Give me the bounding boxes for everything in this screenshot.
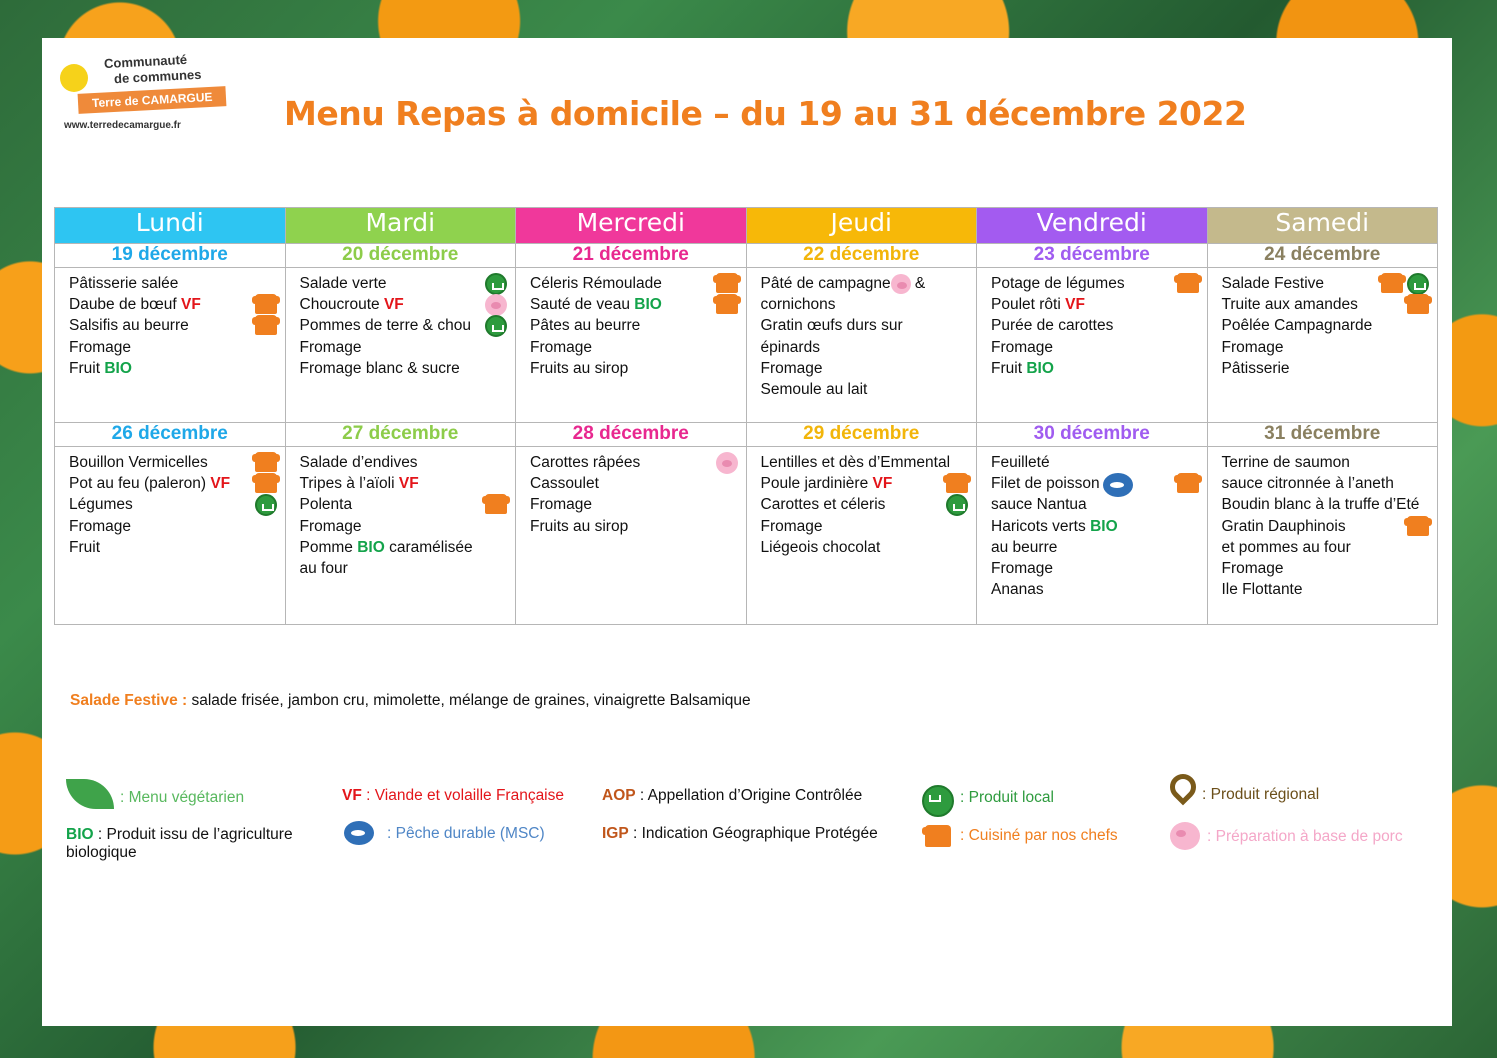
menu-item: Pâté de campagne &: [760, 275, 926, 292]
menu-item: Filet de poisson: [991, 473, 1201, 494]
menu-table: [54, 207, 1438, 625]
vf-label: VF: [872, 475, 893, 493]
chef-icon: [716, 294, 738, 314]
menu-item: Pot au feu (paleron) VF: [69, 473, 279, 494]
local-product-icon: [922, 785, 954, 817]
menu-cell: [55, 447, 286, 625]
menu-item: Truite aux amandes: [1222, 294, 1432, 315]
menu-item: Pâtes au beurre: [530, 317, 641, 335]
menu-cell: [746, 268, 977, 423]
logo-line2: de communes: [113, 66, 202, 87]
vf-label: VF: [210, 475, 231, 493]
menu-item: Légumes: [69, 494, 279, 515]
date-cell: 19 décembre: [55, 244, 286, 268]
note-text: salade frisée, jambon cru, mimolette, mélange de graines, vinaigrette Balsamique: [187, 692, 751, 709]
date-cell: 21 décembre: [516, 244, 747, 268]
date-cell: 23 décembre: [977, 244, 1208, 268]
menu-item: Purée de carottes: [991, 317, 1114, 335]
pork-icon: [485, 294, 507, 316]
menu-item: Fromage: [530, 338, 593, 356]
menu-cell: [1207, 447, 1438, 625]
menu-item: Fromage: [69, 517, 132, 535]
menu-cell: [55, 268, 286, 423]
menu-item: Salsifis au beurre: [69, 315, 279, 336]
bio-label: BIO: [634, 296, 662, 314]
chef-icon: [255, 452, 277, 472]
menu-item: Sauté de veau BIO: [530, 294, 740, 315]
local-product-icon: [485, 273, 507, 295]
logo-url: www.terredecamargue.fr: [64, 120, 181, 131]
legend-regional: : Produit régional: [1202, 786, 1320, 803]
chef-icon: [1381, 273, 1403, 293]
chef-icon: [255, 294, 277, 314]
menu-item: Pomme BIO caramélisée: [299, 538, 473, 556]
legend-msc: : Pêche durable (MSC): [387, 825, 545, 842]
menu-item: sauce Nantua: [991, 496, 1087, 514]
legend-pork: : Préparation à base de porc: [1207, 828, 1403, 845]
menu-cell: [285, 447, 516, 625]
menu-item: Gratin œufs durs sur: [760, 317, 903, 335]
menu-item: Poule jardinière VF: [761, 473, 971, 494]
menu-item: Feuilleté: [991, 454, 1050, 471]
chef-icon: [716, 273, 738, 293]
bio-label: BIO: [1026, 359, 1054, 377]
local-product-icon: [255, 494, 277, 516]
day-header-5: Samedi: [1207, 208, 1438, 244]
menu-item: Fromage blanc & sucre: [299, 359, 460, 377]
note-key: Salade Festive :: [70, 692, 188, 709]
menu-item: Tripes à l’aïoli VF: [299, 475, 419, 493]
menu-item: Terrine de saumon: [1221, 454, 1350, 471]
menu-item: Carottes râpées: [530, 452, 740, 473]
menu-item: Fromage: [1221, 560, 1284, 578]
leaf-icon: [66, 779, 114, 809]
menu-item: Fruits au sirop: [530, 517, 629, 535]
pork-icon: [716, 452, 738, 474]
chef-icon: [485, 494, 507, 514]
legend-aop: AOP : Appellation d’Origine Contrôlée: [602, 787, 863, 804]
sun-icon: [60, 64, 88, 92]
vf-label: VF: [1065, 296, 1085, 314]
vf-label: VF: [383, 296, 404, 314]
menu-item: Fromage: [1221, 338, 1284, 356]
menu-item: Salade d’endives: [299, 454, 418, 471]
menu-item: sauce citronnée à l’aneth: [1221, 475, 1394, 493]
menu-item: au four: [299, 560, 348, 578]
vf-label: VF: [398, 475, 419, 493]
legend-vege: : Menu végétarien: [120, 789, 245, 806]
menu-item: Poulet rôti VF: [991, 296, 1085, 314]
date-cell: 31 décembre: [1207, 423, 1438, 447]
vf-label: VF: [181, 296, 201, 314]
day-header-2: Mercredi: [516, 208, 747, 244]
date-cell: 29 décembre: [746, 423, 977, 447]
menu-cell: [516, 447, 747, 625]
bio-label: BIO: [1090, 517, 1118, 535]
msc-fish-icon: [344, 821, 374, 845]
menu-item: Salade Festive: [1222, 273, 1432, 294]
page-title: Menu Repas à domicile – du 19 au 31 décembre 2022: [284, 94, 1247, 133]
date-cell: 20 décembre: [285, 244, 516, 268]
chef-icon: [946, 473, 968, 493]
menu-item: Haricots verts BIO: [991, 517, 1118, 535]
date-cell: 24 décembre: [1207, 244, 1438, 268]
menu-item: Fromage: [760, 517, 823, 535]
menu-item: Céleris Rémoulade: [530, 273, 740, 294]
menu-item: Fromage: [991, 560, 1054, 578]
menu-item: et pommes au four: [1221, 538, 1351, 556]
menu-item: épinards: [760, 338, 820, 356]
menu-item: Fruit BIO: [991, 359, 1054, 377]
chef-icon: [1407, 294, 1429, 314]
menu-cell: [1207, 268, 1438, 423]
menu-cell: [285, 268, 516, 423]
menu-cell: [977, 447, 1208, 625]
menu-item: Fromage: [760, 359, 823, 377]
legend-bio: BIO : Produit issu de l’agriculture: [66, 826, 293, 843]
menu-item: Ananas: [991, 581, 1044, 599]
pork-icon: [891, 274, 911, 294]
menu-item: Choucroute VF: [300, 294, 510, 315]
local-product-icon: [485, 315, 507, 337]
menu-item: Daube de bœuf VF: [69, 294, 279, 315]
menu-item: Gratin Dauphinois: [1222, 516, 1432, 537]
legend-chef: : Cuisiné par nos chefs: [960, 827, 1118, 844]
salade-festive-note: [70, 692, 751, 710]
chef-icon: [255, 473, 277, 493]
menu-item: Polenta: [300, 494, 510, 515]
legend-igp: IGP : Indication Géographique Protégée: [602, 825, 878, 842]
menu-item: Fruits au sirop: [530, 359, 629, 377]
menu-item: Salade verte: [300, 273, 510, 294]
menu-item: Bouillon Vermicelles: [69, 452, 279, 473]
local-product-icon: [1407, 273, 1429, 295]
menu-item: Fromage: [991, 338, 1054, 356]
menu-item: Cassoulet: [530, 475, 599, 493]
menu-item: Ile Flottante: [1221, 581, 1303, 599]
menu-item: Fromage: [299, 338, 362, 356]
day-header-4: Vendredi: [977, 208, 1208, 244]
date-cell: 27 décembre: [285, 423, 516, 447]
pork-icon: [1170, 822, 1200, 850]
menu-item: Semoule au lait: [760, 381, 868, 399]
bio-label: BIO: [104, 359, 132, 377]
menu-item: Pommes de terre & chou: [300, 315, 510, 336]
date-cell: 26 décembre: [55, 423, 286, 447]
logo-line1: Communauté: [103, 51, 188, 72]
chef-icon: [1177, 473, 1199, 493]
menu-cell: [516, 268, 747, 423]
chef-icon: [255, 315, 277, 335]
menu-item: Boudin blanc à la truffe d’Eté: [1221, 496, 1420, 514]
menu-cell: [977, 268, 1208, 423]
day-header-3: Jeudi: [746, 208, 977, 244]
menu-item: Pâtisserie salée: [69, 275, 179, 292]
menu-item: Liégeois chocolat: [760, 538, 881, 556]
day-header-1: Mardi: [285, 208, 516, 244]
menu-item: cornichons: [760, 296, 836, 314]
day-header-0: Lundi: [55, 208, 286, 244]
menu-item: Pâtisserie: [1221, 359, 1290, 377]
menu-sheet: [42, 38, 1452, 1026]
menu-item: Lentilles et dès d’Emmental: [760, 454, 951, 471]
date-cell: 30 décembre: [977, 423, 1208, 447]
legend-vf: VF : Viande et volaille Française: [342, 787, 565, 804]
regional-pin-icon: [1165, 769, 1202, 806]
legend-local: : Produit local: [960, 789, 1054, 806]
logo-band: Terre de CAMARGUE: [78, 86, 227, 114]
menu-item: Potage de légumes: [991, 273, 1201, 294]
menu-item: Fromage: [530, 496, 593, 514]
logo: [58, 52, 218, 136]
chef-icon: [1177, 273, 1199, 293]
menu-item: Poêlée Campagnarde: [1221, 317, 1373, 335]
chef-icon: [925, 825, 951, 847]
local-product-icon: [946, 494, 968, 516]
menu-item: Fromage: [299, 517, 362, 535]
date-cell: 28 décembre: [516, 423, 747, 447]
date-cell: 22 décembre: [746, 244, 977, 268]
menu-item: Carottes et céleris: [761, 494, 971, 515]
menu-item: Fruit BIO: [69, 359, 132, 377]
bio-label: BIO: [357, 538, 385, 556]
menu-item: Fruit: [69, 538, 100, 556]
menu-cell: [746, 447, 977, 625]
menu-item: Fromage: [69, 338, 132, 356]
chef-icon: [1407, 516, 1429, 536]
legend-bio-line2: biologique: [66, 844, 137, 861]
menu-item: au beurre: [991, 538, 1058, 556]
